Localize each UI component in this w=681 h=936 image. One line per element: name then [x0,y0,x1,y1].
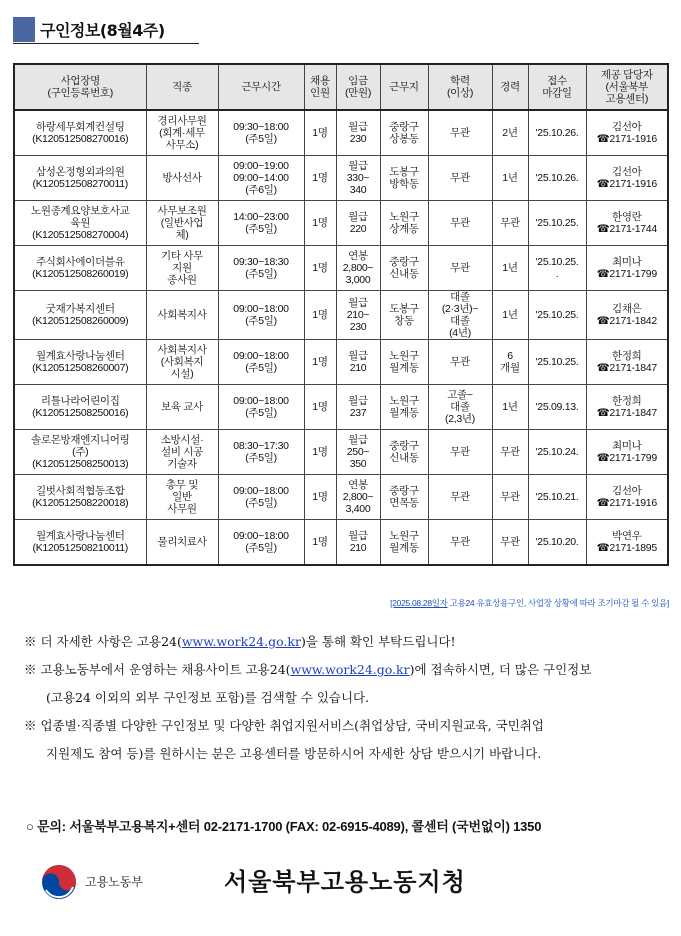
cell-hours: 09:00~18:00 (주5일) [218,520,304,566]
page-title-block [13,15,199,44]
cell-job: 사무보조원 (일반사업 체) [146,201,218,246]
notice-2-cont: (고용24 이외의 외부 구인정보 포함)를 검색할 수 있습니다. [46,690,370,705]
cell-deadline: '25.10.26. [528,110,586,156]
cell-location: 노원구 월계동 [380,520,428,566]
cell-exp: 무관 [492,201,528,246]
cell-job: 물리치료사 [146,520,218,566]
cell-company: 굿재가복지센터 (K120512508260009) [14,291,146,340]
cell-hours: 14:00~23:00 (주5일) [218,201,304,246]
ministry-name: 고용노동부 [85,875,143,889]
table-header-row [14,64,668,110]
header-deadline: 접수 마감일 [528,64,586,110]
cell-wage: 연봉 2,800~ 3,000 [336,246,380,291]
cell-job: 보육 교사 [146,385,218,430]
cell-deadline: '25.10.25. [528,201,586,246]
cell-deadline: '25.10.24. [528,430,586,475]
cell-company: 리틀나라어린이집 (K120512508250016) [14,385,146,430]
cell-exp: 무관 [492,520,528,566]
cell-exp: 무관 [492,430,528,475]
cell-hours: 09:00~18:00 (주5일) [218,385,304,430]
notice-3-cont: 지원제도 참여 등)를 원하시는 분은 고용센터를 방문하시어 자세한 상담 받으시기 바랍니다. [46,746,542,761]
cell-company: 노원종계요양보호사교 육원 (K120512508270004) [14,201,146,246]
cell-deadline: '25.09.13. [528,385,586,430]
cell-company: 월계효사랑나눔센터 (K120512508260007) [14,340,146,385]
cell-job: 소방시설· 설비 시공 기술자 [146,430,218,475]
header-company: 사업장명 (구인등록번호) [14,64,146,110]
table-row [14,385,668,430]
cell-count: 1명 [304,340,336,385]
cell-edu: 무관 [428,156,492,201]
table-row [14,156,668,201]
cell-job: 총무 및 일반 사무원 [146,475,218,520]
cell-edu: 무관 [428,475,492,520]
cell-edu: 무관 [428,340,492,385]
table-row [14,246,668,291]
cell-company: 길벗사회적협동조합 (K120512508220018) [14,475,146,520]
work24-link[interactable]: www.work24.go.kr [181,634,301,649]
header-education: 학력 (이상) [428,64,492,110]
cell-manager: 한정희 ☎2171-1847 [586,385,668,430]
cell-location: 노원구 월계동 [380,385,428,430]
cell-edu: 고졸~ 대졸 (2,3년) [428,385,492,430]
cell-manager: 김선아 ☎2171-1916 [586,110,668,156]
title-marker [13,17,35,42]
cell-wage: 월급 330~ 340 [336,156,380,201]
cell-location: 노원구 상계동 [380,201,428,246]
cell-location: 노원구 월계동 [380,340,428,385]
cell-hours: 09:00~18:00 (주5일) [218,340,304,385]
cell-exp: 1년 [492,156,528,201]
header-hours: 근무시간 [218,64,304,110]
cell-job: 사회복지사 [146,291,218,340]
table-row [14,475,668,520]
cell-location: 도봉구 방학동 [380,156,428,201]
table-row [14,291,668,340]
cell-count: 1명 [304,201,336,246]
cell-company: 주식회사에이더블유 (K120512508260019) [14,246,146,291]
cell-manager: 김선아 ☎2171-1916 [586,475,668,520]
header-location: 근무지 [380,64,428,110]
data-date-remark: 고용24 유효상용구인, 사업장 상황에 따라 조기마감 될 수 있음] [447,598,669,608]
cell-job: 방사선사 [146,156,218,201]
cell-wage: 월급 210~ 230 [336,291,380,340]
cell-exp: 1년 [492,291,528,340]
table-row [14,201,668,246]
cell-wage: 월급 220 [336,201,380,246]
header-experience: 경력 [492,64,528,110]
cell-count: 1명 [304,110,336,156]
cell-hours: 09:30~18:30 (주5일) [218,246,304,291]
cell-exp: 6 개월 [492,340,528,385]
cell-edu: 무관 [428,110,492,156]
cell-deadline: '25.10.25. [528,291,586,340]
cell-wage: 월급 230 [336,110,380,156]
cell-wage: 월급 210 [336,520,380,566]
cell-exp: 1년 [492,385,528,430]
cell-job: 경리사무원 (회계·세무 사무소) [146,110,218,156]
cell-edu: 무관 [428,430,492,475]
header-wage: 임금 (만원) [336,64,380,110]
cell-job: 기타 사무 지원 종사원 [146,246,218,291]
cell-manager: 김선아 ☎2171-1916 [586,156,668,201]
cell-exp: 2년 [492,110,528,156]
ministry-logo-icon [40,863,78,901]
office-name: 서울북부고용노동지청 [224,868,466,896]
cell-exp: 1년 [492,246,528,291]
table-row [14,340,668,385]
cell-deadline: '25.10.20. [528,520,586,566]
cell-manager: 박연우 ☎2171-1895 [586,520,668,566]
cell-count: 1명 [304,520,336,566]
notice-1: ※ 더 자세한 사항은 고용24(www.work24.go.kr)을 통해 확인 부탁드립니다! [24,634,456,649]
cell-wage: 월급 237 [336,385,380,430]
cell-manager: 한영란 ☎2171-1744 [586,201,668,246]
cell-deadline: '25.10.21. [528,475,586,520]
cell-company: 솔로몬방재엔지니어링 (주) (K120512508250013) [14,430,146,475]
cell-wage: 연봉 2,800~ 3,400 [336,475,380,520]
table-row [14,520,668,566]
cell-manager: 최미나 ☎2171-1799 [586,246,668,291]
cell-company: 하랑세무회계컨설팅 (K120512508270016) [14,110,146,156]
cell-edu: 무관 [428,201,492,246]
cell-deadline: '25.10.25. [528,340,586,385]
cell-edu: 무관 [428,520,492,566]
cell-hours: 09:00~19:00 09:00~14:00 (주6일) [218,156,304,201]
cell-wage: 월급 250~ 350 [336,430,380,475]
cell-count: 1명 [304,156,336,201]
cell-deadline: '25.10.26. [528,156,586,201]
cell-wage: 월급 210 [336,340,380,385]
table-body [14,110,668,565]
notice-3: ※ 업종별·직종별 다양한 구인정보 및 다양한 취업지원서비스(취업상담, 국비지원교육, 국민취업 [24,718,544,733]
cell-count: 1명 [304,385,336,430]
work24-link-2[interactable]: www.work24.go.kr [290,662,410,677]
cell-count: 1명 [304,291,336,340]
cell-company: 삼성온정형외과의원 (K120512508270011) [14,156,146,201]
cell-manager: 최미나 ☎2171-1799 [586,430,668,475]
cell-location: 중랑구 면목동 [380,475,428,520]
job-listings-table [13,63,669,566]
cell-count: 1명 [304,475,336,520]
cell-exp: 무관 [492,475,528,520]
header-job: 직종 [146,64,218,110]
cell-hours: 09:00~18:00 (주5일) [218,475,304,520]
notice-section [24,628,674,768]
cell-hours: 09:30~18:00 (주5일) [218,110,304,156]
cell-deadline: '25.10.25. . [528,246,586,291]
cell-count: 1명 [304,246,336,291]
cell-manager: 한정희 ☎2171-1847 [586,340,668,385]
cell-location: 중랑구 신내동 [380,246,428,291]
cell-hours: 09:00~18:00 (주5일) [218,291,304,340]
header-manager: 제공 담당자 (서울북부 고용센터) [586,64,668,110]
contact-info: ○ 문의: 서울북부고용복지+센터 02-2171-1700 (FAX: 02-6915-4089), 콜센터 (국번없이) 1350 [26,819,542,834]
cell-company: 월계효사랑나눔센터 (K120512508210011) [14,520,146,566]
page-title: 구인정보(8월4주) [40,21,165,40]
table-row [14,110,668,156]
cell-location: 중랑구 신내동 [380,430,428,475]
cell-count: 1명 [304,430,336,475]
cell-hours: 08:30~17:30 (주5일) [218,430,304,475]
cell-edu: 대졸 (2·3년)~ 대졸 (4년) [428,291,492,340]
table-row [14,430,668,475]
notice-2: ※ 고용노동부에서 운영하는 채용사이트 고용24(www.work24.go.kr)에 접속하시면, 더 많은 구인정보 [24,662,592,677]
cell-location: 중랑구 상봉동 [380,110,428,156]
header-count: 채용 인원 [304,64,336,110]
cell-location: 도봉구 창동 [380,291,428,340]
cell-edu: 무관 [428,246,492,291]
cell-job: 사회복지사 (사회복지 시설) [146,340,218,385]
cell-manager: 김채은 ☎2171-1842 [586,291,668,340]
data-date-note [13,597,669,609]
data-date: [2025.08.28일자 [390,598,448,608]
